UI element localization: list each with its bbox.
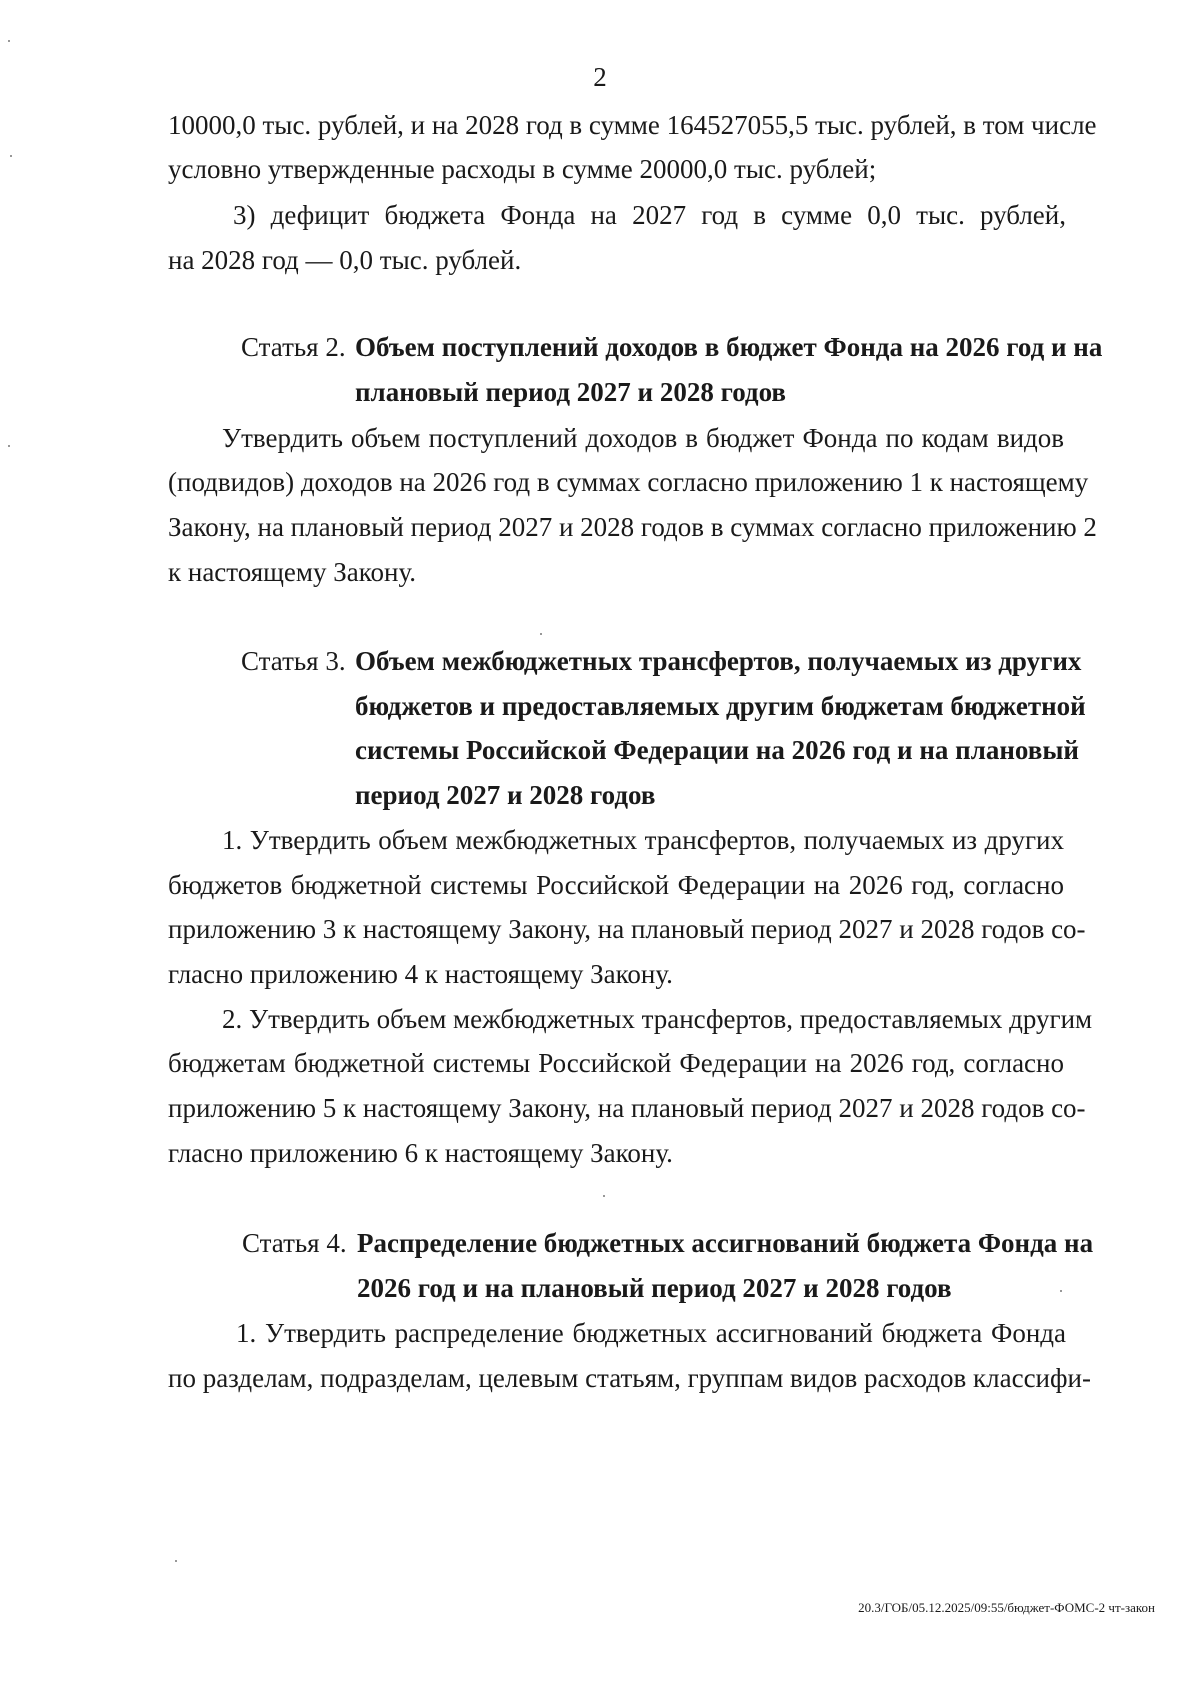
article-2-text-line-1: Утвердить объем поступлений доходов в бюджет Фонда по кодам видов (222, 423, 1064, 453)
page-number: 2 (593, 62, 607, 92)
article-2-text-line-4: к настоящему Закону. (168, 557, 416, 587)
scan-speck (1060, 1290, 1062, 1292)
scan-speck (175, 1560, 177, 1562)
deficit-line-1: 3) дефицит бюджета Фонда на 2027 год в сумме 0,0 тыс. рублей, (233, 200, 1066, 230)
scan-speck (10, 155, 12, 157)
article-3-item-2-line-4: гласно приложению 6 к настоящему Закону. (168, 1138, 673, 1168)
article-4-title-line-1: Распределение бюджетных ассигнований бюджета Фонда на (357, 1228, 1094, 1258)
article-3-label: Статья 3. (241, 646, 346, 676)
article-3-title-line-3: системы Российской Федерации на 2026 год и на плановый (355, 735, 1079, 765)
article-3-title-line-1: Объем межбюджетных трансфертов, получаемых из других (355, 646, 1082, 676)
scan-speck (8, 40, 10, 42)
article-3-item-2-line-2: бюджетам бюджетной системы Российской Федерации на 2026 год, согласно (168, 1048, 1064, 1078)
article-2-text-line-2: (подвидов) доходов на 2026 год в суммах согласно приложению 1 к настоящему (168, 467, 1089, 497)
article-4-label: Статья 4. (242, 1228, 347, 1258)
article-3-item-1-line-1: 1. Утвердить объем межбюджетных трансфертов, получаемых из других (222, 825, 1064, 855)
article-3-item-1-line-3: приложению 3 к настоящему Закону, на плановый период 2027 и 2028 годов со- (168, 914, 1086, 944)
article-4-title-line-2: 2026 год и на плановый период 2027 и 2028 годов (357, 1273, 952, 1303)
article-3-title-line-2: бюджетов и предоставляемых другим бюджетам бюджетной (355, 691, 1086, 721)
article-3-item-1-line-2: бюджетов бюджетной системы Российской Федерации на 2026 год, согласно (168, 870, 1064, 900)
article-4-item-1-line-2: по разделам, подразделам, целевым статьям, группам видов расходов классифи- (168, 1363, 1091, 1393)
article-3-item-2-line-3: приложению 5 к настоящему Закону, на плановый период 2027 и 2028 годов со- (168, 1093, 1086, 1123)
article-2-label: Статья 2. (241, 332, 346, 362)
footer-document-stamp: 20.3/ГОБ/05.12.2025/09:55/бюджет-ФОМС-2 чт-закон (858, 1600, 1155, 1615)
continuation-line-2: условно утвержденные расходы в сумме 20000,0 тыс. рублей; (168, 154, 877, 184)
scan-speck (540, 633, 542, 635)
article-4-item-1-line-1: 1. Утвердить распределение бюджетных ассигнований бюджета Фонда (236, 1318, 1066, 1348)
article-2-text-line-3: Закону, на плановый период 2027 и 2028 годов в суммах согласно приложению 2 (168, 512, 1097, 542)
article-3-item-2-line-1: 2. Утвердить объем межбюджетных трансфертов, предоставляемых другим (222, 1004, 1093, 1034)
scan-speck (8, 445, 10, 447)
article-3-item-1-line-4: гласно приложению 4 к настоящему Закону. (168, 959, 673, 989)
scan-speck (603, 1195, 605, 1197)
deficit-line-2: на 2028 год — 0,0 тыс. рублей. (168, 245, 522, 275)
article-3-title-line-4: период 2027 и 2028 годов (355, 780, 656, 810)
continuation-line-1: 10000,0 тыс. рублей, и на 2028 год в сумме 164527055,5 тыс. рублей, в том числе (168, 110, 1097, 140)
article-2-title-line-1: Объем поступлений доходов в бюджет Фонда на 2026 год и на (355, 332, 1103, 362)
article-2-title-line-2: плановый период 2027 и 2028 годов (355, 377, 786, 407)
